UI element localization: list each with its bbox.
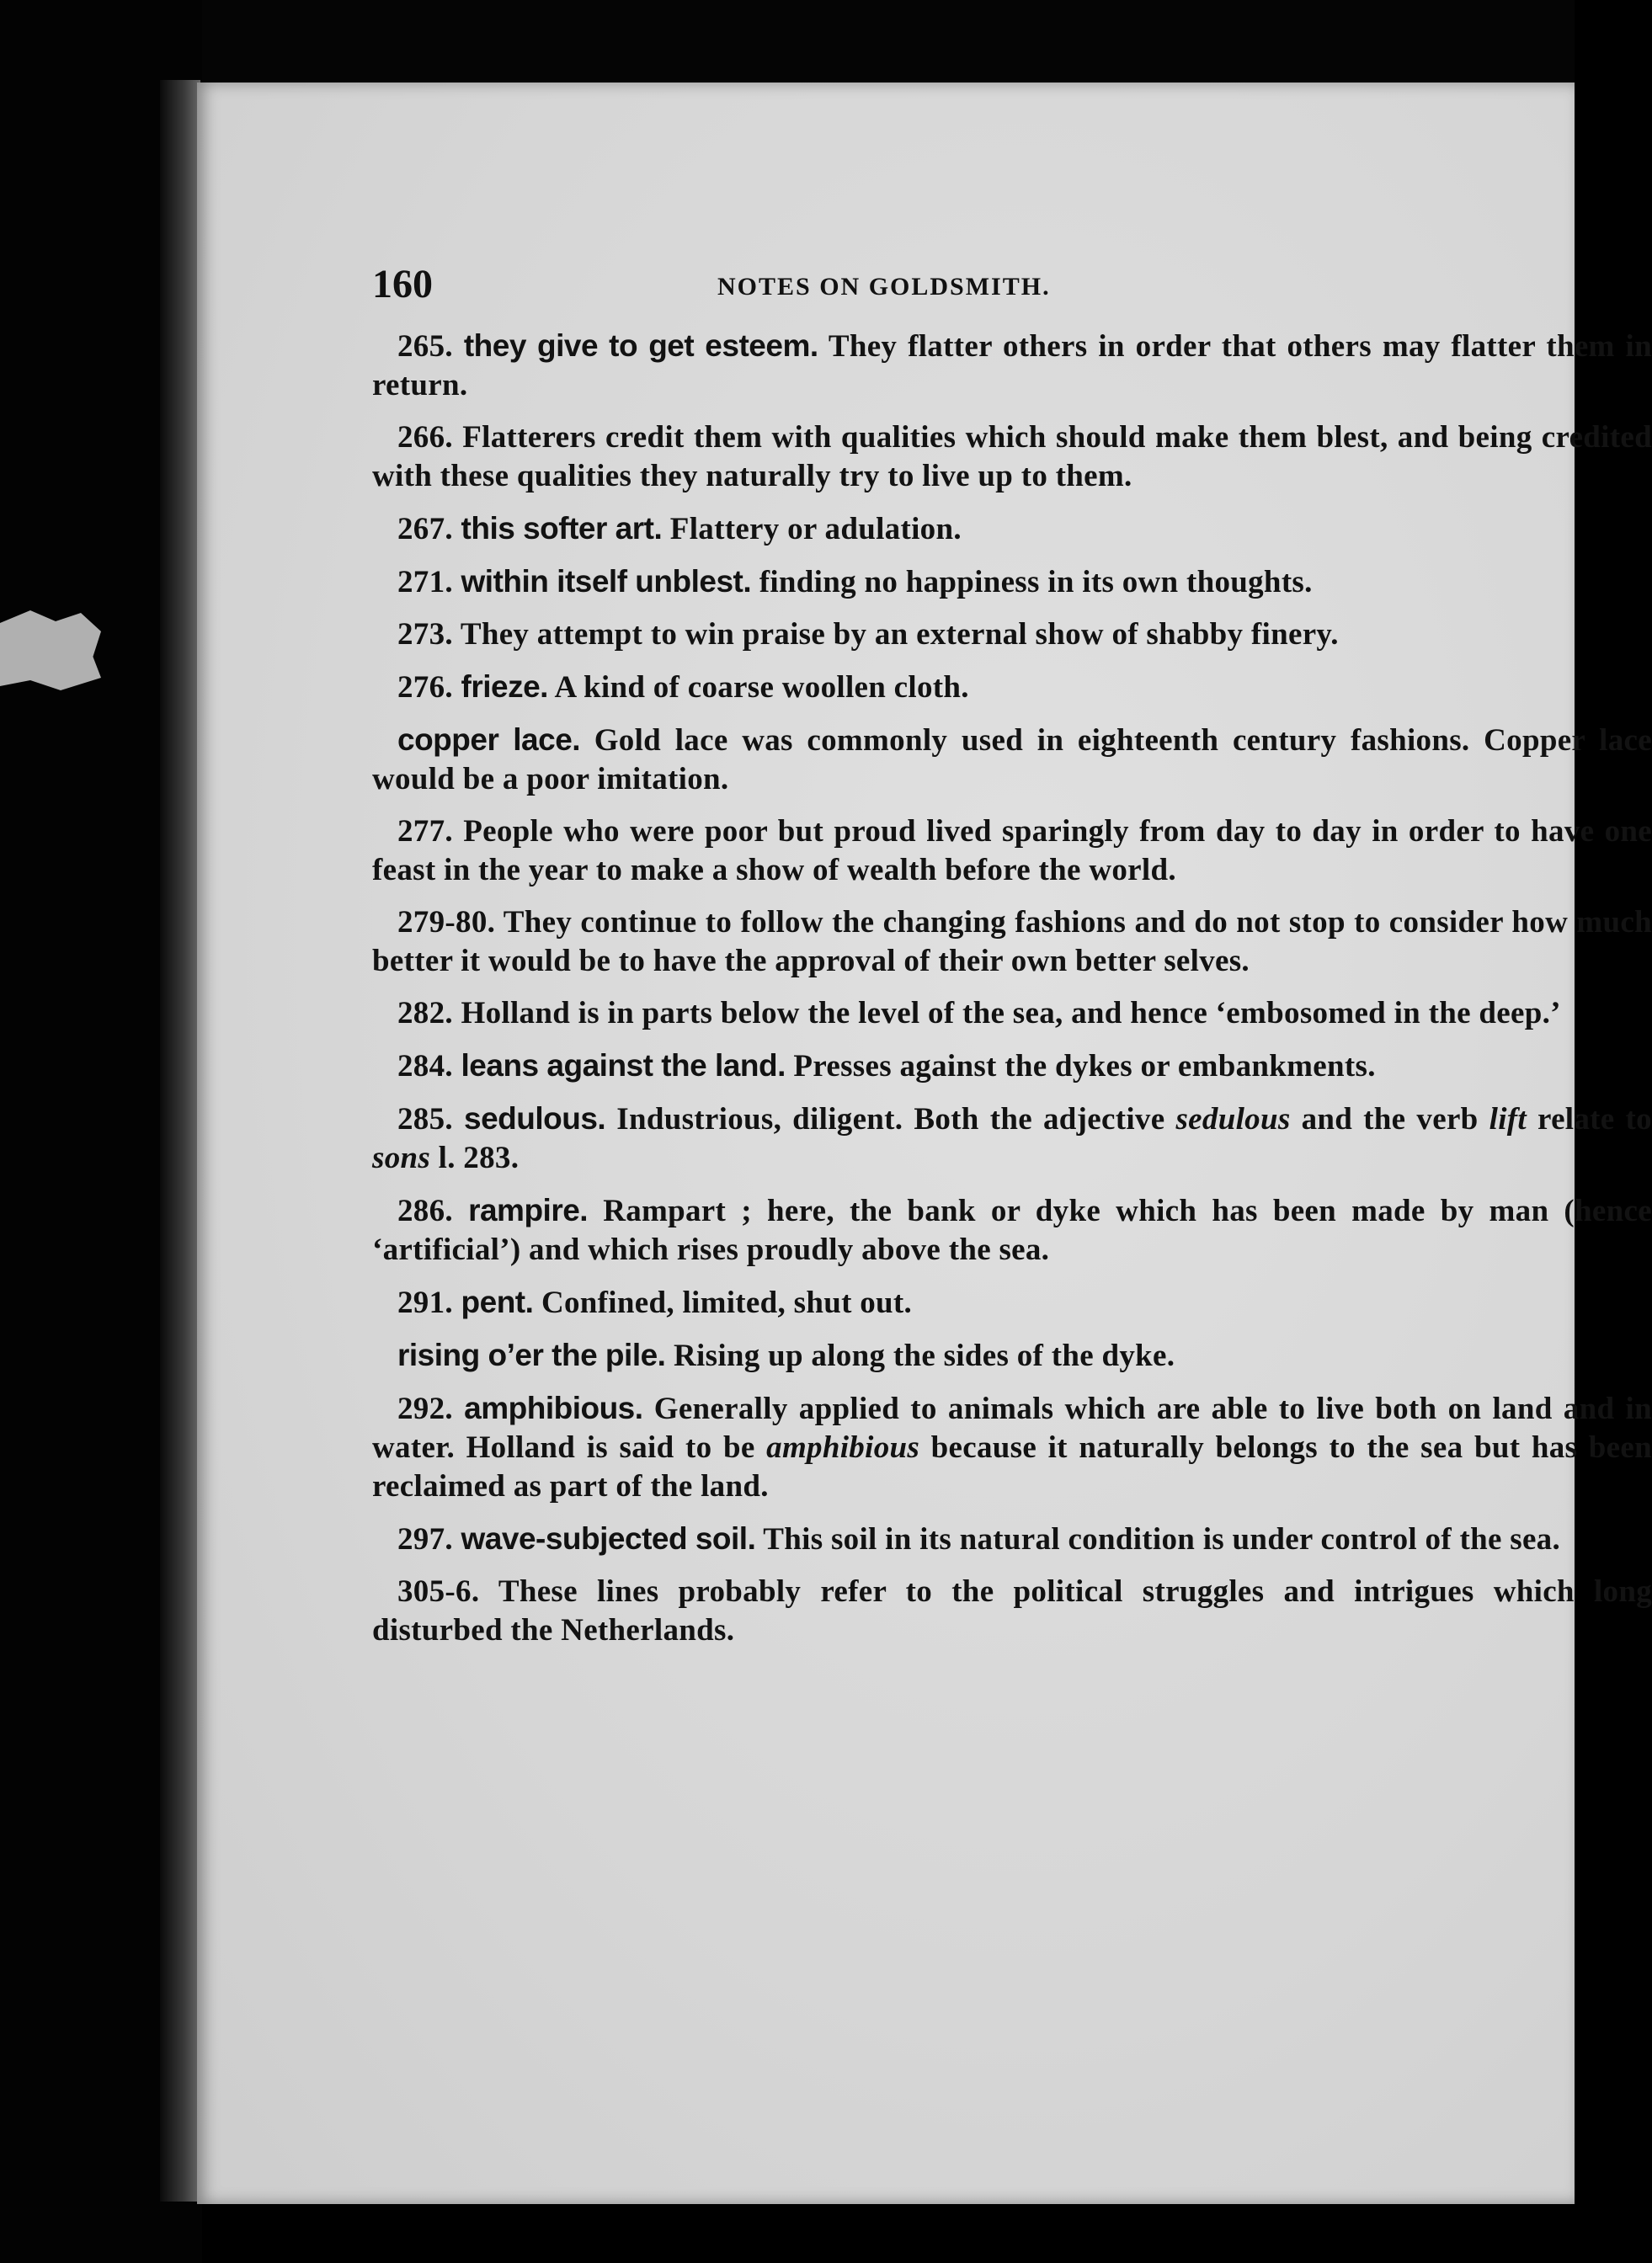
note-text: These lines probably refer to the political struggles and intrigues which long disturbed the Netherlands. bbox=[372, 1574, 1652, 1648]
note-text: because it naturally belongs to the sea but has been reclaimed as part of the land. bbox=[372, 1430, 1652, 1504]
note-number: 266. bbox=[397, 420, 453, 455]
note-305-6 bbox=[372, 1573, 1652, 1650]
note-266 bbox=[372, 418, 1652, 496]
note-267 bbox=[372, 509, 1652, 549]
note-text: Industrious, diligent. Both the adjective bbox=[616, 1102, 1176, 1137]
note-text: Rampart ; here, the bank or dyke which has been made by man (hence ‘artificial’) and which rises proudly above the sea. bbox=[372, 1194, 1652, 1267]
note-lemma: within itself unblest. bbox=[461, 564, 752, 599]
note-text: and the verb bbox=[1290, 1102, 1489, 1137]
note-lemma: amphibious. bbox=[464, 1391, 643, 1425]
scan-top-border bbox=[0, 0, 1575, 88]
note-text: Gold lace was commonly used in eighteenth century fashions. Copper lace would be a poor imitation. bbox=[372, 723, 1652, 796]
note-number: 285. bbox=[397, 1102, 453, 1137]
running-head bbox=[372, 261, 1652, 320]
note-text: Holland is in parts below the level of the sea, and hence ‘embosomed in the deep.’ bbox=[461, 996, 1561, 1030]
note-271 bbox=[372, 562, 1652, 602]
note-273 bbox=[372, 615, 1652, 654]
note-lemma: rising o’er the pile. bbox=[397, 1338, 666, 1372]
note-292 bbox=[372, 1389, 1652, 1506]
note-265 bbox=[372, 327, 1652, 405]
note-279-80 bbox=[372, 903, 1652, 981]
note-text-italic: lift bbox=[1489, 1102, 1527, 1137]
note-text: Flatterers credit them with qualities which should make them blest, and being credited with these qualities they naturally try to live up to them. bbox=[372, 420, 1652, 493]
note-number: 305-6. bbox=[397, 1574, 480, 1609]
note-number: 297. bbox=[397, 1522, 453, 1557]
note-lemma: sedulous. bbox=[464, 1101, 606, 1136]
note-text-italic: amphibious bbox=[766, 1430, 920, 1465]
note-text: Flattery or adulation. bbox=[669, 512, 962, 546]
note-lemma: rampire. bbox=[468, 1193, 589, 1227]
note-lemma: this softer art. bbox=[461, 511, 663, 546]
note-lemma: they give to get esteem. bbox=[463, 328, 818, 363]
note-number: 284. bbox=[397, 1049, 453, 1084]
note-text: Confined, limited, shut out. bbox=[541, 1286, 913, 1320]
note-text-italic: sedulous bbox=[1175, 1102, 1291, 1137]
note-text: They attempt to win praise by an external show of shabby finery. bbox=[460, 617, 1339, 652]
note-291 bbox=[372, 1283, 1652, 1323]
note-lemma: wave-subjected soil. bbox=[461, 1521, 756, 1556]
note-text: Rising up along the sides of the dyke. bbox=[674, 1339, 1175, 1373]
note-number: 291. bbox=[397, 1286, 453, 1320]
note-number: 273. bbox=[397, 617, 453, 652]
note-text: Generally applied to animals which are able to live both on land and in water. Holland is said to be bbox=[372, 1392, 1652, 1465]
note-297 bbox=[372, 1520, 1652, 1559]
note-284 bbox=[372, 1046, 1652, 1086]
page-binding-edge bbox=[160, 80, 200, 2202]
note-text-italic: sons bbox=[372, 1141, 431, 1175]
note-text: l. 283. bbox=[430, 1141, 520, 1175]
note-number: 282. bbox=[397, 996, 453, 1030]
note-rising-oer-the-pile bbox=[372, 1336, 1652, 1376]
note-lemma: frieze. bbox=[461, 669, 548, 704]
note-282 bbox=[372, 994, 1652, 1033]
note-number: 265. bbox=[397, 329, 453, 364]
note-number: 279-80. bbox=[397, 905, 496, 940]
note-text: They flatter others in order that others may flatter them in return. bbox=[372, 329, 1652, 402]
note-lemma: leans against the land. bbox=[461, 1048, 786, 1083]
notes-list bbox=[372, 327, 1652, 1650]
note-276 bbox=[372, 668, 1652, 707]
note-text: They continue to follow the changing fashions and do not stop to consider how much better it would be to have the approval of their own better selves. bbox=[372, 905, 1652, 978]
note-lemma: pent. bbox=[461, 1285, 534, 1319]
page-number: 160 bbox=[372, 262, 433, 306]
note-285 bbox=[372, 1100, 1652, 1178]
note-text: This soil in its natural condition is under control of the sea. bbox=[763, 1522, 1561, 1557]
note-text: relate to bbox=[1526, 1102, 1652, 1137]
note-text: People who were poor but proud lived sparingly from day to day in order to have one feast in the year to make a show of wealth before the world. bbox=[372, 814, 1652, 887]
note-286 bbox=[372, 1191, 1652, 1270]
note-277 bbox=[372, 812, 1652, 890]
note-text: finding no happiness in its own thoughts. bbox=[759, 565, 1313, 599]
note-text: A kind of coarse woollen cloth. bbox=[554, 670, 969, 705]
note-number: 292. bbox=[397, 1392, 453, 1426]
note-lemma: copper lace. bbox=[397, 722, 581, 757]
page-content bbox=[372, 261, 1652, 1664]
note-text: Presses against the dykes or embankments. bbox=[793, 1049, 1376, 1084]
note-number: 271. bbox=[397, 565, 453, 599]
book-page bbox=[197, 83, 1652, 2204]
running-title: NOTES ON GOLDSMITH. bbox=[717, 273, 1051, 301]
note-number: 277. bbox=[397, 814, 453, 849]
note-number: 286. bbox=[397, 1194, 453, 1228]
note-copper-lace bbox=[372, 721, 1652, 799]
note-number: 267. bbox=[397, 512, 453, 546]
note-number: 276. bbox=[397, 670, 453, 705]
